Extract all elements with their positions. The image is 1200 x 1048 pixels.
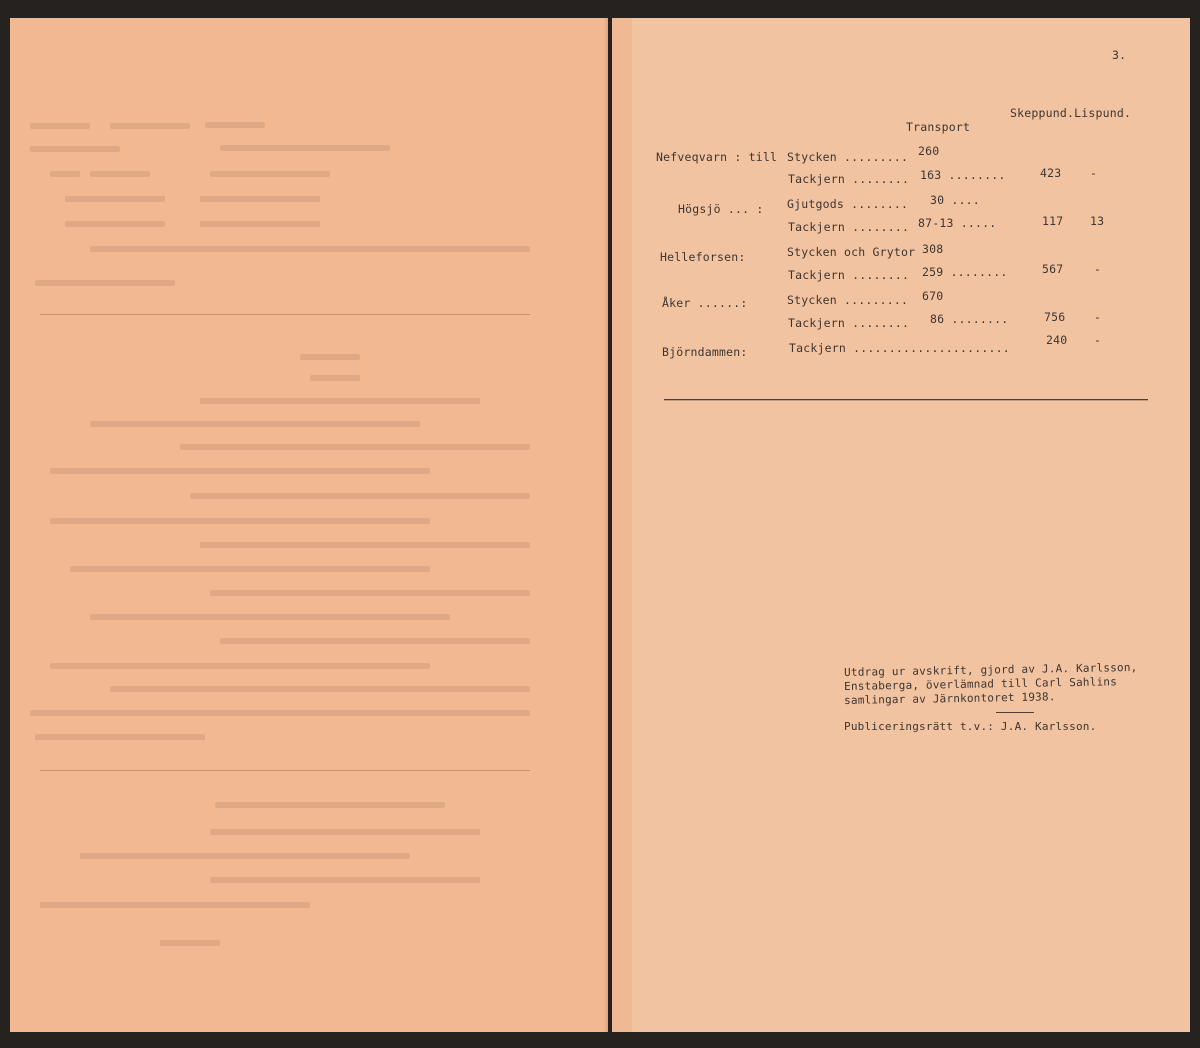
show-through-mark <box>210 829 480 835</box>
note-line-1: Utdrag ur avskrift, gjord av J.A. Karlsson, <box>844 660 1138 679</box>
row-unit: - <box>1094 262 1102 276</box>
note-underline <box>996 712 1034 713</box>
row-item: Tackjern ...................... <box>789 341 1010 355</box>
show-through-mark <box>190 493 530 499</box>
note-line-4: Publiceringsrätt t.v.: J.A. Karlsson. <box>844 720 1097 733</box>
show-through-mark <box>215 802 445 808</box>
show-through-mark <box>210 877 480 883</box>
row-sum: 567 <box>1042 262 1064 276</box>
show-through-mark <box>220 638 530 644</box>
show-through-mark <box>110 123 190 129</box>
row-value: 260 <box>918 144 940 158</box>
row-label: Helleforsen: <box>660 250 746 264</box>
show-through-mark <box>40 902 310 908</box>
row-value: 670 <box>922 289 944 303</box>
show-through-mark <box>200 196 320 202</box>
row-item: Stycken ......... <box>787 293 909 307</box>
row-unit: - <box>1094 310 1102 324</box>
row-value: 30 .... <box>930 193 980 207</box>
show-through-mark <box>80 853 410 859</box>
show-through-mark <box>30 146 120 152</box>
row-unit: - <box>1094 333 1102 347</box>
show-through-mark <box>65 221 165 227</box>
row-value: 163 ........ <box>920 168 1006 182</box>
show-through-mark <box>30 710 530 716</box>
show-through-mark <box>50 171 80 177</box>
show-through-mark <box>200 221 320 227</box>
show-through-mark <box>50 663 430 669</box>
show-through-mark <box>90 614 450 620</box>
note-line-3: samlingar av Järnkontoret 1938. <box>844 690 1056 707</box>
show-through-mark <box>200 398 480 404</box>
row-item: Tackjern ........ <box>788 316 910 330</box>
show-through-mark <box>35 280 175 286</box>
row-label: Nefveqvarn : till <box>656 150 778 164</box>
show-through-mark <box>220 145 390 151</box>
row-unit: 13 <box>1090 214 1105 228</box>
row-label: Björndammen: <box>662 345 748 359</box>
row-value: 87-13 ..... <box>918 216 997 230</box>
show-through-mark <box>70 566 430 572</box>
row-unit: - <box>1090 166 1098 180</box>
units-header: Skeppund.Lispund. <box>1010 106 1132 120</box>
row-item: Gjutgods ........ <box>787 197 909 211</box>
row-item: Tackjern ........ <box>788 172 910 186</box>
show-through-rule <box>40 770 530 771</box>
row-value: 259 ........ <box>922 265 1008 279</box>
show-through-mark <box>205 122 265 128</box>
row-sum: 117 <box>1042 214 1064 228</box>
show-through-mark <box>50 468 430 474</box>
row-item: Stycken ......... <box>787 150 909 164</box>
right-page <box>612 18 1190 1032</box>
row-value: 86 ........ <box>930 312 1009 326</box>
row-value: 308 <box>922 242 944 256</box>
show-through-mark <box>90 171 150 177</box>
show-through-mark <box>110 686 530 692</box>
row-item: Stycken och Grytor <box>787 245 916 259</box>
show-through-mark <box>200 542 530 548</box>
left-page <box>10 18 608 1032</box>
show-through-mark <box>300 354 360 360</box>
show-through-mark <box>65 196 165 202</box>
row-item: Tackjern ........ <box>788 268 910 282</box>
show-through-mark <box>90 421 420 427</box>
show-through-rule <box>40 314 530 315</box>
page-number: 3. <box>1112 48 1127 62</box>
row-item: Tackjern ........ <box>788 220 910 234</box>
show-through-mark <box>30 123 90 129</box>
row-label: Åker ......: <box>662 296 748 310</box>
row-sum: 423 <box>1040 166 1062 180</box>
row-label: Högsjö ... : <box>678 202 764 216</box>
row-sum: 756 <box>1044 310 1066 324</box>
note-line-2: Enstaberga, överlämnad till Carl Sahlins <box>844 675 1118 693</box>
show-through-mark <box>50 518 430 524</box>
show-through-mark <box>210 590 530 596</box>
show-through-mark <box>180 444 530 450</box>
row-sum: 240 <box>1046 333 1068 347</box>
show-through-mark <box>210 171 330 177</box>
show-through-mark <box>160 940 220 946</box>
show-through-mark <box>35 734 205 740</box>
show-through-mark <box>90 246 530 252</box>
transport-header: Transport <box>906 120 971 134</box>
show-through-mark <box>310 375 360 381</box>
table-end-rule <box>664 399 1148 400</box>
